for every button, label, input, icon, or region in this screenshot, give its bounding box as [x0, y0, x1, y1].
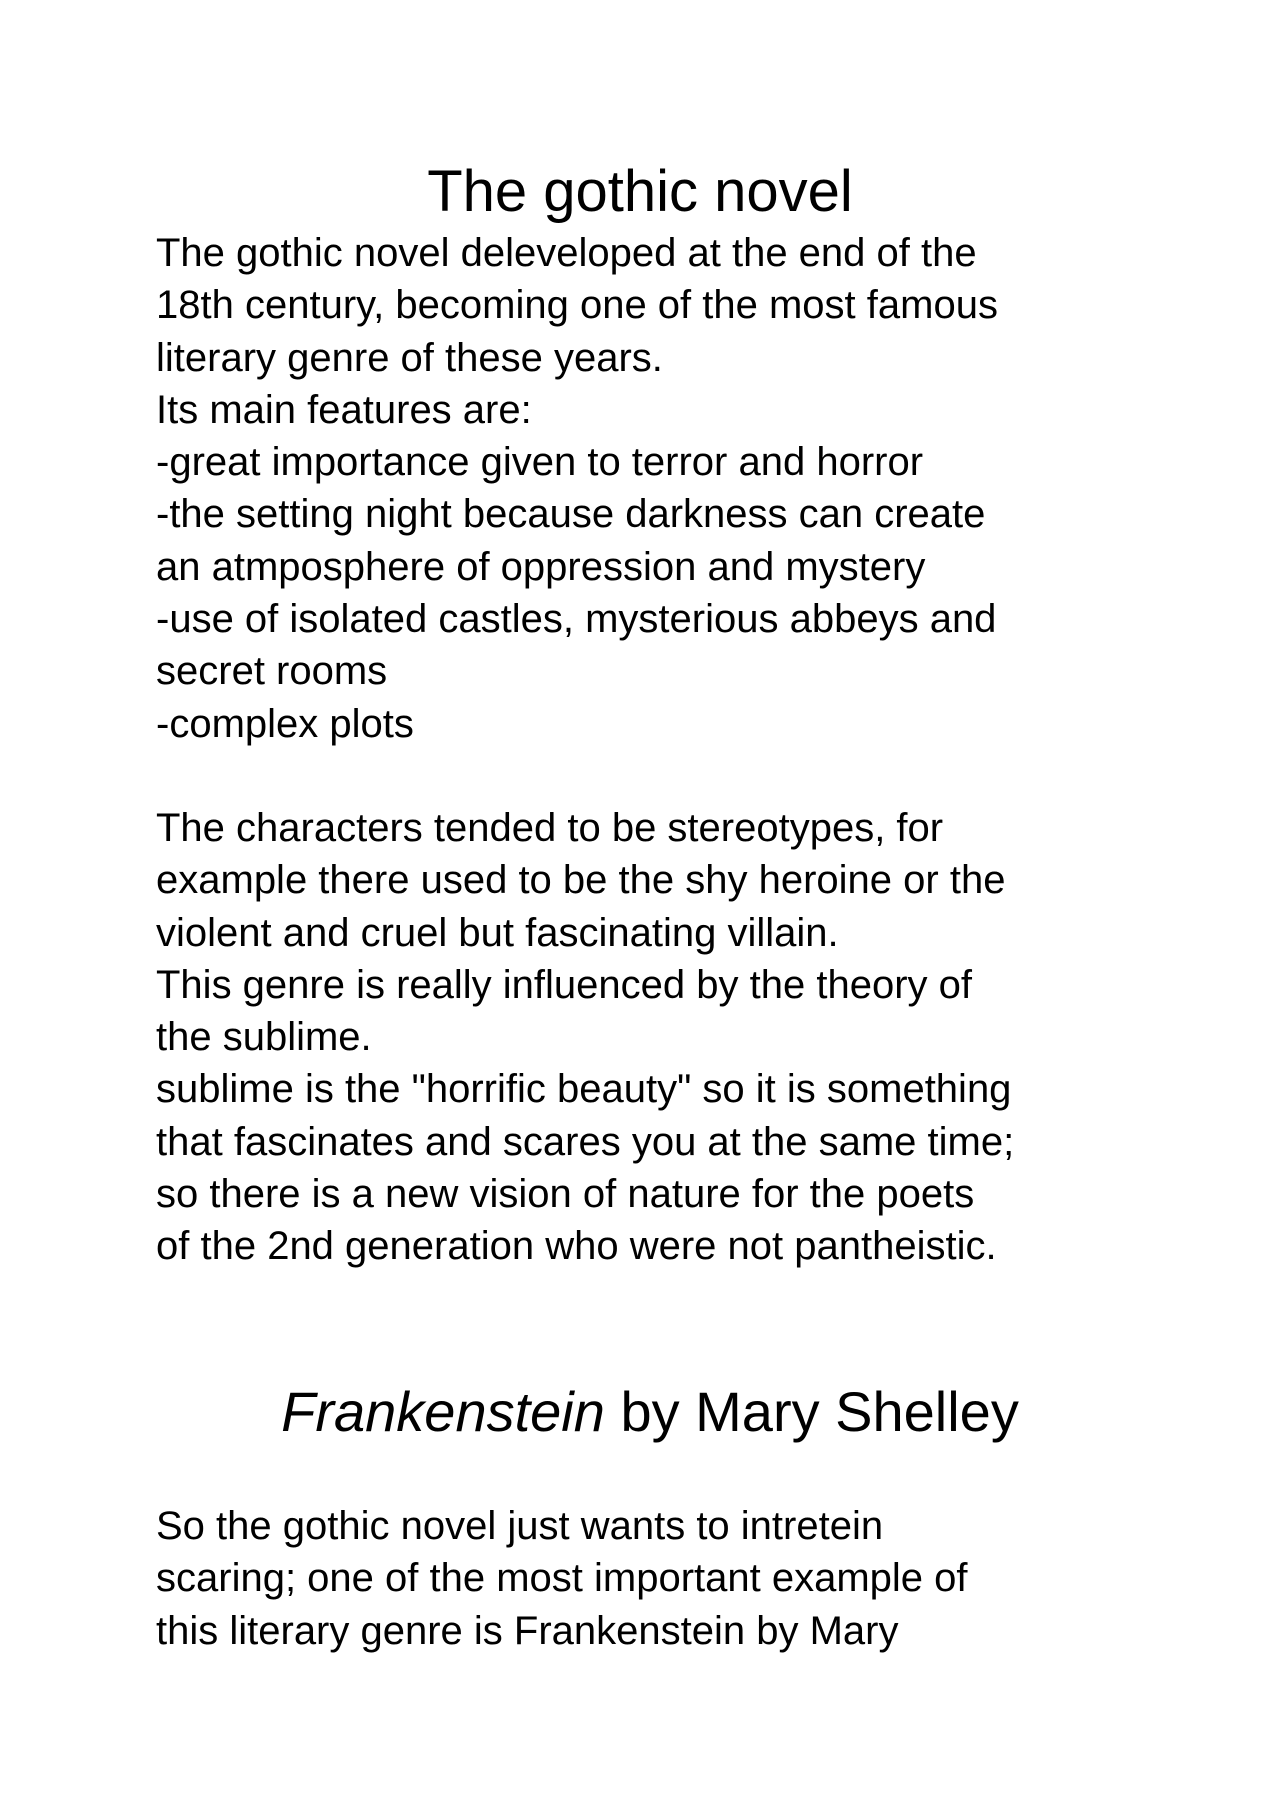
frankenstein-paragraph — [156, 1500, 1176, 1657]
text-line: scaring; one of the most important example of — [156, 1556, 968, 1601]
characters-paragraph — [156, 802, 1176, 1273]
text-line: an atmposphere of oppression and mystery — [156, 544, 926, 589]
text-line: violent and cruel but fascinating villain. — [156, 910, 839, 955]
text-line: this literary genre is Frankenstein by Mary — [156, 1608, 899, 1653]
text-line: 18th century, becoming one of the most famous — [156, 283, 998, 328]
text-line: example there used to be the shy heroine or the — [156, 858, 1006, 903]
text-line: Its main features are: — [156, 387, 532, 432]
page-title: The gothic novel — [427, 159, 853, 224]
text-line: The gothic novel deleveloped at the end of the — [156, 231, 977, 275]
text-line: of the 2nd generation who were not pantheistic. — [156, 1224, 997, 1269]
text-line: the sublime. — [156, 1015, 372, 1060]
text-line: that fascinates and scares you at the same time; — [156, 1119, 1015, 1164]
text-line: sublime is the "horrific beauty" so it is something — [156, 1067, 1012, 1112]
text-line: The characters tended to be stereotypes, for — [156, 806, 944, 850]
text-line: This genre is really influenced by the theory of — [156, 962, 972, 1007]
feature-list-item: -use of isolated castles, mysterious abbeys and — [156, 597, 997, 642]
section-heading — [0, 1378, 1280, 1446]
text-line: so there is a new vision of nature for the poets — [156, 1172, 975, 1217]
feature-list-item: -great importance given to terror and horror — [156, 440, 924, 485]
text-line: literary genre of these years. — [156, 335, 663, 380]
feature-list-item: -the setting night because darkness can create — [156, 492, 986, 537]
book-author: by Mary Shelley — [604, 1380, 1019, 1443]
text-line: So the gothic novel just wants to intretein — [156, 1504, 884, 1548]
book-title: Frankenstein — [281, 1380, 605, 1443]
intro-paragraph — [156, 227, 1176, 750]
feature-list-item: -complex plots — [156, 701, 414, 746]
text-line: secret rooms — [156, 649, 388, 694]
